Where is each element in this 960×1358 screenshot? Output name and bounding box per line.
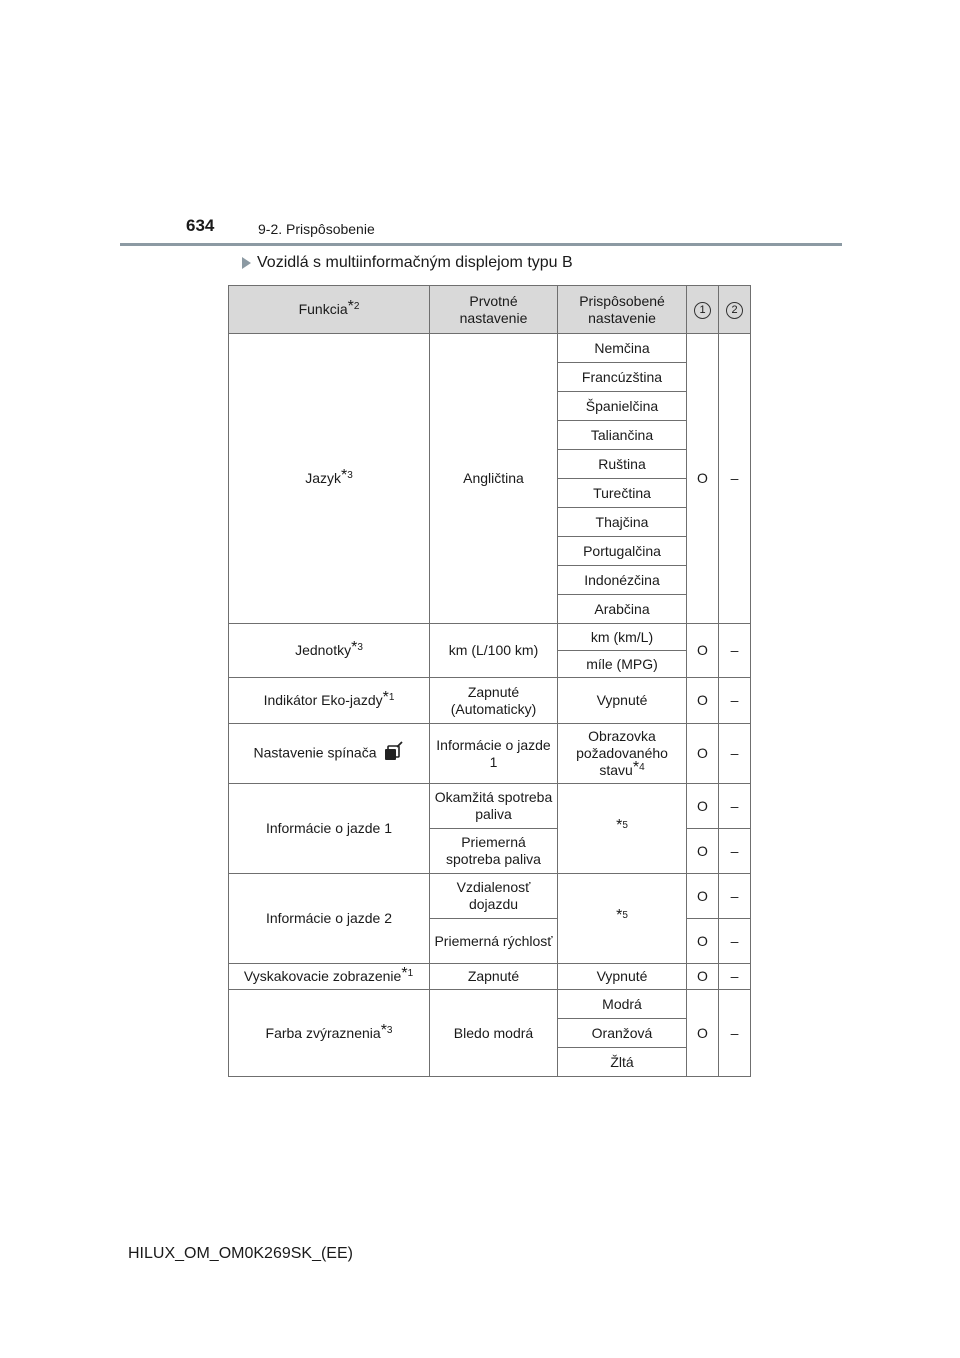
table-row (229, 678, 751, 724)
row-eco-default: Zapnuté (Automaticky) (430, 678, 558, 724)
row-drive1-c2-2: – (719, 829, 751, 874)
note-number: 5 (622, 910, 628, 921)
circled-two-icon: 2 (726, 302, 743, 319)
row-drive2-c1-2: O (687, 919, 719, 964)
option-cell: Francúzština (558, 363, 687, 392)
steering-switch-icon (382, 741, 404, 767)
table-row (229, 624, 751, 651)
row-drive2-function: Informácie o jazde 2 (229, 874, 430, 964)
function-label: Nastavenie spínača (253, 744, 377, 761)
option-cell: Žltá (558, 1048, 687, 1077)
row-drive1-default-1: Okamžitá spotreba paliva (430, 784, 558, 829)
row-units-c2: – (719, 624, 751, 678)
table-row (229, 334, 751, 363)
header-function-note-num: 2 (353, 301, 360, 312)
option-cell: míle (MPG) (558, 651, 687, 678)
subheading-text: Vozidlá s multiinformačným displejom typu B (257, 254, 573, 271)
option-cell: Taliančina (558, 421, 687, 450)
document-code: HILUX_OM_OM0K269SK_(EE) (128, 1245, 353, 1262)
row-drive2-default-2: Priemerná rýchlosť (430, 919, 558, 964)
note-number: 4 (639, 762, 645, 773)
circled-one-icon: 1 (694, 302, 711, 319)
row-drive1-c1-1: O (687, 784, 719, 829)
function-label: Indikátor Eko-jazdy (263, 692, 383, 708)
row-language-function (229, 334, 430, 624)
row-highlight-function (229, 990, 430, 1077)
page-number: 634 (186, 216, 215, 235)
row-drive2-c1-1: O (687, 874, 719, 919)
row-highlight-default: Bledo modrá (430, 990, 558, 1077)
row-eco-option: Vypnuté (558, 678, 687, 724)
note-number: 1 (407, 968, 414, 979)
row-popup-c2: – (719, 964, 751, 990)
header-function (229, 286, 430, 334)
row-language-c1: O (687, 334, 719, 624)
row-drive1-default-2: Priemerná spotreba paliva (430, 829, 558, 874)
header-col2 (719, 286, 751, 334)
row-popup-c1: O (687, 964, 719, 990)
subheading (242, 254, 573, 272)
option-cell: Turečtina (558, 479, 687, 508)
header-function-note: * (347, 298, 354, 315)
note-marker: * (616, 907, 623, 924)
option-cell: Španielčina (558, 392, 687, 421)
option-cell: Portugalčina (558, 537, 687, 566)
function-label: Jednotky (295, 642, 352, 658)
header-default: Prvotné nastavenie (430, 286, 558, 334)
note-marker: * (380, 1021, 387, 1039)
note-marker: * (632, 759, 640, 776)
row-units-function (229, 624, 430, 678)
header-customized: Prispôsobené nastavenie (558, 286, 687, 334)
option-cell: Ruština (558, 450, 687, 479)
row-highlight-c2: – (719, 990, 751, 1077)
row-language-default: Angličtina (430, 334, 558, 624)
row-drive1-c2-1: – (719, 784, 751, 829)
option-cell: Indonézčina (558, 566, 687, 595)
row-popup-option: Vypnuté (558, 964, 687, 990)
row-units-default: km (L/100 km) (430, 624, 558, 678)
function-label: Vyskakovacie zobrazenie (243, 968, 402, 984)
header-function-label: Funkcia (298, 301, 348, 317)
option-cell: Modrá (558, 990, 687, 1019)
row-eco-c2: – (719, 678, 751, 724)
row-units-c1: O (687, 624, 719, 678)
row-popup-function (229, 964, 430, 990)
note-marker: * (341, 467, 348, 484)
section-title: 9-2. Prispôsobenie (258, 221, 375, 237)
note-number: 3 (357, 642, 363, 653)
option-cell: Oranžová (558, 1019, 687, 1048)
function-label: Farba zvýraznenia (265, 1024, 381, 1041)
function-label: Jazyk (305, 470, 341, 486)
note-marker: * (351, 639, 358, 656)
row-switch-default: Informácie o jazde 1 (430, 724, 558, 784)
note-number: 5 (622, 820, 628, 831)
row-switch-function (229, 724, 430, 784)
row-highlight-c1: O (687, 990, 719, 1077)
note-number: 3 (386, 1024, 393, 1036)
row-popup-default: Zapnuté (430, 964, 558, 990)
row-switch-option (558, 724, 687, 784)
note-number: 1 (388, 692, 395, 703)
row-drive2-default-1: Vzdialenosť dojazdu (430, 874, 558, 919)
table-row (229, 784, 751, 829)
table-row (229, 990, 751, 1019)
row-eco-function (229, 678, 430, 724)
row-drive2-c2-2: – (719, 919, 751, 964)
row-drive1-option (558, 784, 687, 874)
row-drive2-c2-1: – (719, 874, 751, 919)
note-marker: * (401, 965, 408, 982)
settings-table (228, 285, 751, 1077)
option-cell: Thajčina (558, 508, 687, 537)
switch-option-label: Obrazovka požadovaného stavu (576, 728, 668, 778)
header-divider (120, 243, 842, 246)
option-cell: Nemčina (558, 334, 687, 363)
row-drive2-option (558, 874, 687, 964)
note-marker: * (616, 817, 623, 834)
option-cell: Arabčina (558, 595, 687, 624)
option-cell: km (km/L) (558, 624, 687, 651)
note-number: 3 (347, 470, 353, 481)
table-row (229, 964, 751, 990)
row-eco-c1: O (687, 678, 719, 724)
row-drive1-function: Informácie o jazde 1 (229, 784, 430, 874)
note-marker: * (382, 689, 389, 706)
row-switch-c1: O (687, 724, 719, 784)
table-row (229, 724, 751, 784)
row-language-c2: – (719, 334, 751, 624)
header-col1 (687, 286, 719, 334)
row-drive1-c1-2: O (687, 829, 719, 874)
triangle-bullet-icon (242, 257, 251, 269)
row-switch-c2: – (719, 724, 751, 784)
table-header-row (229, 286, 751, 334)
table-row (229, 874, 751, 919)
